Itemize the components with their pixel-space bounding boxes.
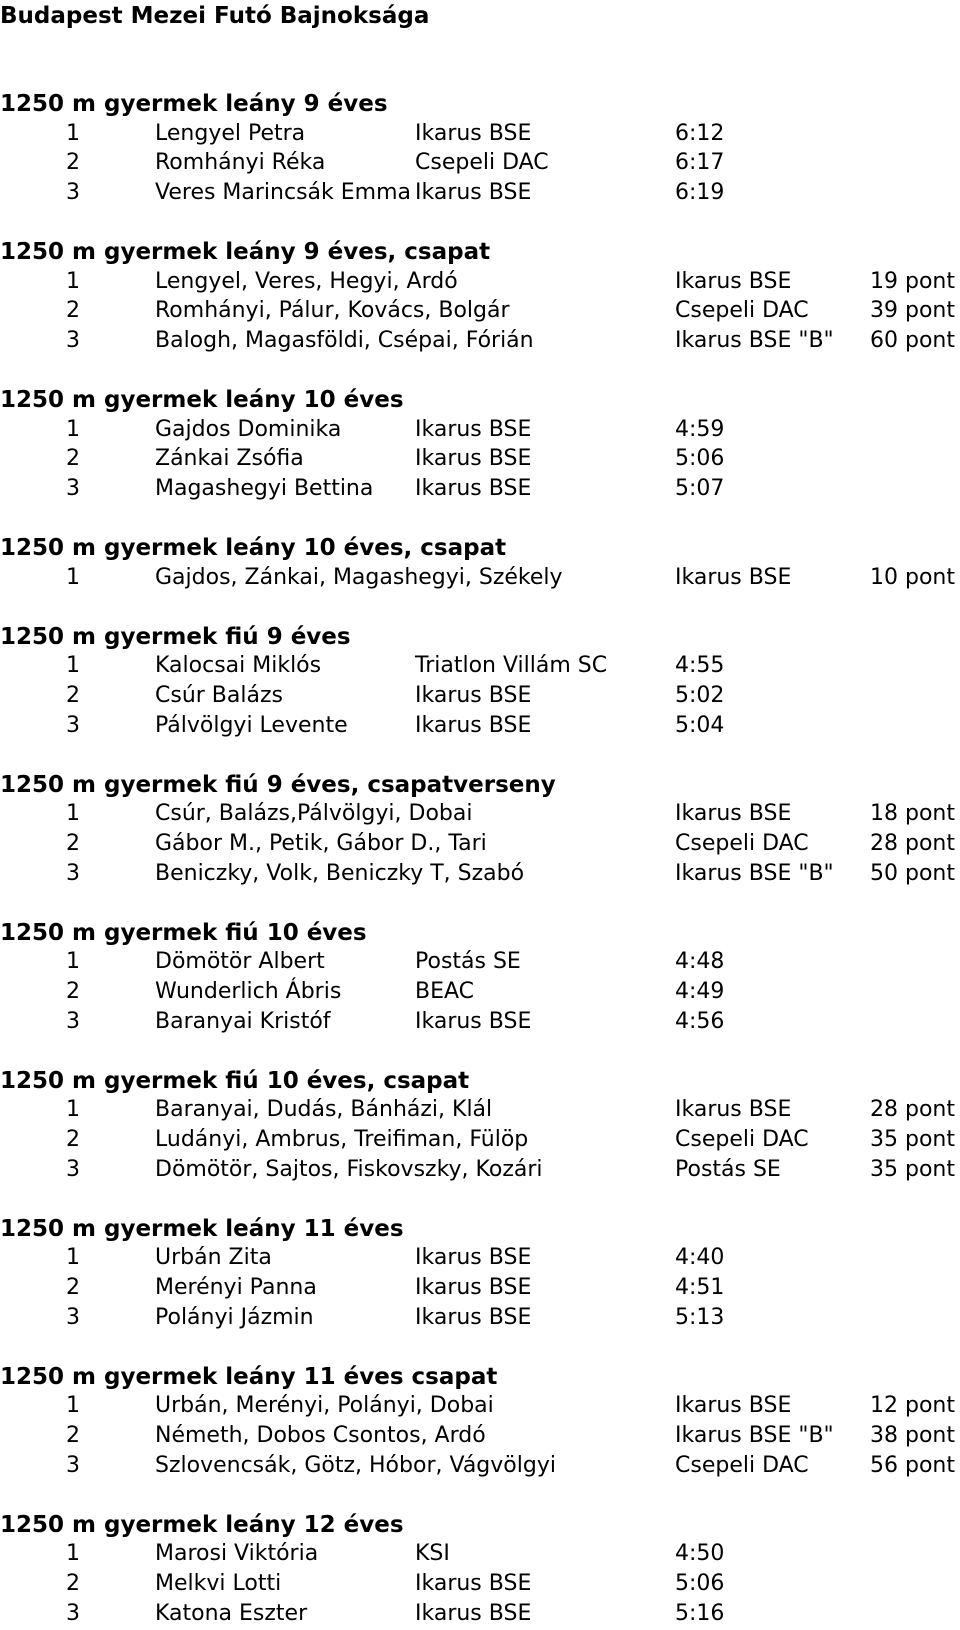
rank-cell: 1	[66, 268, 80, 294]
club-cell: Ikarus BSE	[675, 1393, 792, 1419]
club-cell: Ikarus BSE	[675, 1097, 792, 1123]
section-title: 1250 m gyermek leány 12 éves	[0, 1511, 404, 1538]
rank-cell: 2	[66, 1570, 80, 1596]
result-row	[0, 1007, 960, 1037]
club-cell: Ikarus BSE	[415, 1304, 532, 1330]
rank-cell: 3	[66, 1600, 80, 1626]
club-cell: Ikarus BSE	[415, 179, 532, 205]
athlete-name-cell: Polányi Jázmin	[155, 1304, 314, 1330]
club-cell: Ikarus BSE	[415, 416, 532, 442]
team-members-cell: Baranyai, Dudás, Bánházi, Klál	[155, 1097, 493, 1123]
rank-cell: 2	[66, 1422, 80, 1448]
club-cell: Csepeli DAC	[415, 150, 549, 176]
points-cell: 35 pont	[870, 1126, 955, 1152]
athlete-name-cell: Dömötör Albert	[155, 949, 325, 975]
result-row	[0, 296, 960, 326]
time-cell: 4:40	[675, 1245, 725, 1271]
time-cell: 5:07	[675, 475, 725, 501]
section-title: 1250 m gyermek leány 9 éves	[0, 91, 388, 117]
rank-cell: 3	[66, 327, 80, 353]
time-cell: 5:02	[675, 682, 725, 708]
time-cell: 4:49	[675, 978, 725, 1004]
rank-cell: 1	[66, 1393, 80, 1419]
rank-cell: 2	[66, 298, 80, 324]
team-members-cell: Lengyel, Veres, Hegyi, Ardó	[155, 268, 458, 294]
athlete-name-cell: Melkvi Lotti	[155, 1570, 282, 1596]
points-cell: 60 pont	[870, 327, 955, 353]
time-cell: 4:51	[675, 1274, 725, 1300]
club-cell: Ikarus BSE "B"	[675, 1422, 834, 1448]
club-cell: Postás SE	[675, 1156, 781, 1182]
section-title: 1250 m gyermek leány 11 éves	[0, 1215, 404, 1242]
team-members-cell: Csúr, Balázs,Pálvölgyi, Dobai	[155, 801, 473, 827]
time-cell: 5:04	[675, 712, 725, 738]
result-row	[0, 326, 960, 356]
team-members-cell: Dömötör, Sajtos, Fiskovszky, Kozári	[155, 1156, 543, 1182]
result-row	[0, 415, 960, 445]
points-cell: 50 pont	[870, 860, 955, 886]
page-title: Budapest Mezei Futó Bajnoksága	[0, 3, 430, 29]
rank-cell: 3	[66, 1304, 80, 1330]
section-title: 1250 m gyermek fiú 10 éves	[0, 919, 367, 946]
club-cell: Postás SE	[415, 949, 521, 975]
team-members-cell: Szlovencsák, Götz, Hóbor, Vágvölgyi	[155, 1452, 556, 1478]
time-cell: 6:17	[675, 150, 725, 176]
section-title: 1250 m gyermek fiú 9 éves	[0, 623, 351, 650]
club-cell: Ikarus BSE	[415, 682, 532, 708]
result-row	[0, 1243, 960, 1273]
points-cell: 39 pont	[870, 298, 955, 324]
result-row	[0, 711, 960, 741]
athlete-name-cell: Veres Marincsák Emma	[155, 179, 412, 205]
club-cell: Csepeli DAC	[675, 298, 809, 324]
team-members-cell: Gábor M., Petik, Gábor D., Tari	[155, 830, 487, 856]
time-cell: 5:16	[675, 1600, 725, 1626]
club-cell: Ikarus BSE	[415, 1570, 532, 1596]
rank-cell: 3	[66, 1452, 80, 1478]
athlete-name-cell: Merényi Panna	[155, 1274, 317, 1300]
rank-cell: 3	[66, 1156, 80, 1182]
result-row	[0, 651, 960, 681]
club-cell: Ikarus BSE	[675, 564, 792, 590]
section-title: 1250 m gyermek fiú 10 éves, csapat	[0, 1067, 470, 1094]
rank-cell: 2	[66, 830, 80, 856]
time-cell: 6:19	[675, 179, 725, 205]
result-row	[0, 829, 960, 859]
result-row	[0, 1539, 960, 1569]
athlete-name-cell: Wunderlich Ábris	[155, 978, 342, 1004]
result-row	[0, 681, 960, 711]
athlete-name-cell: Lengyel Petra	[155, 120, 306, 146]
points-cell: 56 pont	[870, 1452, 955, 1478]
points-cell: 28 pont	[870, 830, 955, 856]
club-cell: Ikarus BSE	[415, 1600, 532, 1626]
club-cell: BEAC	[415, 978, 475, 1004]
result-row	[0, 1391, 960, 1421]
athlete-name-cell: Marosi Viktória	[155, 1541, 319, 1567]
rank-cell: 1	[66, 416, 80, 442]
time-cell: 4:56	[675, 1008, 725, 1034]
result-row	[0, 1155, 960, 1185]
time-cell: 4:59	[675, 416, 725, 442]
team-members-cell: Gajdos, Zánkai, Magashegyi, Székely	[155, 564, 563, 590]
section-title: 1250 m gyermek leány 11 éves csapat	[0, 1363, 498, 1390]
rank-cell: 3	[66, 712, 80, 738]
athlete-name-cell: Csúr Balázs	[155, 682, 283, 708]
athlete-name-cell: Gajdos Dominika	[155, 416, 342, 442]
result-row	[0, 267, 960, 297]
club-cell: KSI	[415, 1541, 450, 1567]
rank-cell: 2	[66, 446, 80, 472]
club-cell: Csepeli DAC	[675, 1126, 809, 1152]
club-cell: Ikarus BSE	[675, 801, 792, 827]
team-members-cell: Németh, Dobos Csontos, Ardó	[155, 1422, 486, 1448]
club-cell: Ikarus BSE	[415, 1008, 532, 1034]
rank-cell: 3	[66, 179, 80, 205]
rank-cell: 1	[66, 1097, 80, 1123]
time-cell: 4:50	[675, 1541, 725, 1567]
result-row	[0, 1273, 960, 1303]
result-row	[0, 1599, 960, 1629]
rank-cell: 2	[66, 1274, 80, 1300]
section-title: 1250 m gyermek leány 10 éves	[0, 387, 404, 413]
time-cell: 5:13	[675, 1304, 725, 1330]
result-row	[0, 563, 960, 593]
result-row	[0, 859, 960, 889]
club-cell: Ikarus BSE	[415, 1245, 532, 1271]
rank-cell: 1	[66, 564, 80, 590]
athlete-name-cell: Katona Eszter	[155, 1600, 308, 1626]
athlete-name-cell: Pálvölgyi Levente	[155, 712, 348, 738]
section-title: 1250 m gyermek fiú 9 éves, csapatverseny	[0, 771, 556, 798]
club-cell: Ikarus BSE	[415, 712, 532, 738]
points-cell: 38 pont	[870, 1422, 955, 1448]
team-members-cell: Urbán, Merényi, Polányi, Dobai	[155, 1393, 494, 1419]
result-row	[0, 1095, 960, 1125]
club-cell: Ikarus BSE	[675, 268, 792, 294]
rank-cell: 1	[66, 1541, 80, 1567]
team-members-cell: Balogh, Magasföldi, Csépai, Fórián	[155, 327, 534, 353]
points-cell: 19 pont	[870, 268, 955, 294]
result-row	[0, 799, 960, 829]
rank-cell: 1	[66, 801, 80, 827]
rank-cell: 2	[66, 150, 80, 176]
result-row	[0, 1569, 960, 1599]
rank-cell: 3	[66, 1008, 80, 1034]
result-row	[0, 977, 960, 1007]
club-cell: Ikarus BSE	[415, 446, 532, 472]
rank-cell: 2	[66, 1126, 80, 1152]
section-title: 1250 m gyermek leány 10 éves, csapat	[0, 535, 507, 561]
result-row	[0, 1125, 960, 1155]
time-cell: 4:55	[675, 653, 725, 679]
result-row	[0, 444, 960, 474]
result-row	[0, 1421, 960, 1451]
time-cell: 6:12	[675, 120, 725, 146]
time-cell: 5:06	[675, 1570, 725, 1596]
athlete-name-cell: Urbán Zita	[155, 1245, 272, 1271]
time-cell: 4:48	[675, 949, 725, 975]
result-row	[0, 119, 960, 149]
club-cell: Ikarus BSE "B"	[675, 860, 834, 886]
team-members-cell: Romhányi, Pálur, Kovács, Bolgár	[155, 298, 510, 324]
points-cell: 10 pont	[870, 564, 955, 590]
club-cell: Ikarus BSE	[415, 475, 532, 501]
rank-cell: 1	[66, 120, 80, 146]
athlete-name-cell: Zánkai Zsófia	[155, 446, 304, 472]
athlete-name-cell: Magashegyi Bettina	[155, 475, 374, 501]
rank-cell: 3	[66, 860, 80, 886]
result-row	[0, 474, 960, 504]
time-cell: 5:06	[675, 446, 725, 472]
result-row	[0, 1303, 960, 1333]
club-cell: Csepeli DAC	[675, 830, 809, 856]
club-cell: Triatlon Villám SC	[415, 653, 608, 679]
result-row	[0, 148, 960, 178]
club-cell: Csepeli DAC	[675, 1452, 809, 1478]
rank-cell: 1	[66, 653, 80, 679]
result-row	[0, 1451, 960, 1481]
rank-cell: 3	[66, 475, 80, 501]
points-cell: 35 pont	[870, 1156, 955, 1182]
club-cell: Ikarus BSE	[415, 1274, 532, 1300]
section-title: 1250 m gyermek leány 9 éves, csapat	[0, 239, 491, 265]
club-cell: Ikarus BSE	[415, 120, 532, 146]
athlete-name-cell: Kalocsai Miklós	[155, 653, 322, 679]
points-cell: 28 pont	[870, 1097, 955, 1123]
team-members-cell: Beniczky, Volk, Beniczky T, Szabó	[155, 860, 525, 886]
team-members-cell: Ludányi, Ambrus, Treifiman, Fülöp	[155, 1126, 529, 1152]
points-cell: 18 pont	[870, 801, 955, 827]
rank-cell: 2	[66, 978, 80, 1004]
athlete-name-cell: Romhányi Réka	[155, 150, 326, 176]
rank-cell: 1	[66, 1245, 80, 1271]
points-cell: 12 pont	[870, 1393, 955, 1419]
rank-cell: 2	[66, 682, 80, 708]
result-row	[0, 947, 960, 977]
result-row	[0, 178, 960, 208]
rank-cell: 1	[66, 949, 80, 975]
athlete-name-cell: Baranyai Kristóf	[155, 1008, 331, 1034]
club-cell: Ikarus BSE "B"	[675, 327, 834, 353]
